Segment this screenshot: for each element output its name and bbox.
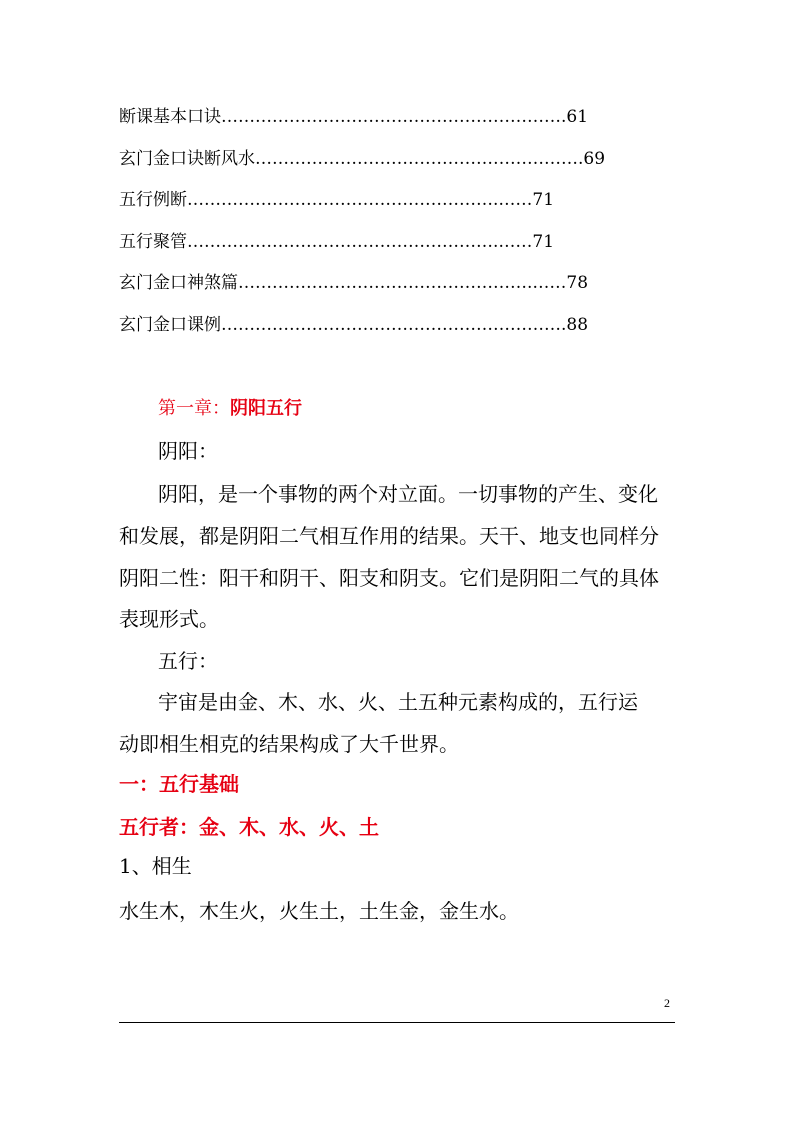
chapter-title: 阴阳五行 <box>230 398 302 419</box>
footer-divider <box>119 1022 675 1023</box>
toc-entry-page: 71 <box>532 232 555 252</box>
toc-entry-title: 断课基本口诀 <box>119 107 221 127</box>
toc-entry-page: 88 <box>566 315 589 335</box>
chapter-heading <box>158 395 302 423</box>
toc-entry-page: 61 <box>566 107 589 127</box>
toc-entry[interactable] <box>119 104 588 130</box>
yinyang-heading: 阴阳： <box>158 439 218 463</box>
section-heading: 一：五行基础 <box>119 772 239 796</box>
wuxing-heading: 五行： <box>158 649 218 673</box>
toc-entry-title: 玄门金口诀断风水 <box>119 149 255 169</box>
paragraph-line: 阴阳，是一个事物的两个对立面。一切事物的产生、变化 <box>158 482 658 506</box>
paragraph-line: 水生木，木生火，火生土，土生金，金生水。 <box>119 899 519 923</box>
toc-entry-title: 五行聚管 <box>119 232 187 252</box>
toc-entry-title: 玄门金口课例 <box>119 315 221 335</box>
toc-entry[interactable] <box>119 270 588 296</box>
toc-entry[interactable] <box>119 229 554 255</box>
paragraph-line: 动即相生相克的结果构成了大千世界。 <box>119 732 459 756</box>
subsection-heading: 1、相生 <box>119 854 192 878</box>
toc-entry-leader: ……………………………………………….…… <box>187 232 533 252</box>
paragraph-line: 宇宙是由金、木、水、火、土五种元素构成的，五行运 <box>158 690 638 714</box>
page-number: 2 <box>664 996 670 1010</box>
elements-heading: 五行者：金、木、水、火、土 <box>119 815 379 839</box>
toc-entry-title: 五行例断 <box>119 190 187 210</box>
toc-entry-leader: …………………………………………….…… <box>238 273 567 293</box>
toc-entry-leader: ……………………………………………………. <box>221 107 567 127</box>
toc-entry[interactable] <box>119 146 605 172</box>
toc-entry[interactable] <box>119 187 554 213</box>
paragraph-line: 和发展，都是阴阳二气相互作用的结果。天干、地支也同样分 <box>119 524 659 548</box>
toc-entry-page: 69 <box>583 149 606 169</box>
paragraph-line: 表现形式。 <box>119 607 219 631</box>
toc-entry-page: 71 <box>532 190 555 210</box>
paragraph-line: 阴阳二性：阳干和阴干、阳支和阴支。它们是阴阳二气的具体 <box>119 566 659 590</box>
chapter-prefix: 第一章： <box>158 398 230 419</box>
toc-entry-page: 78 <box>566 273 589 293</box>
toc-entry-leader: ……………………………………………………. <box>221 315 567 335</box>
toc-entry-leader: …………………………………………………. <box>255 149 584 169</box>
toc-entry-leader: ……………………………………………….…… <box>187 190 533 210</box>
toc-entry-title: 玄门金口神煞篇 <box>119 273 238 293</box>
toc-entry[interactable] <box>119 312 588 338</box>
